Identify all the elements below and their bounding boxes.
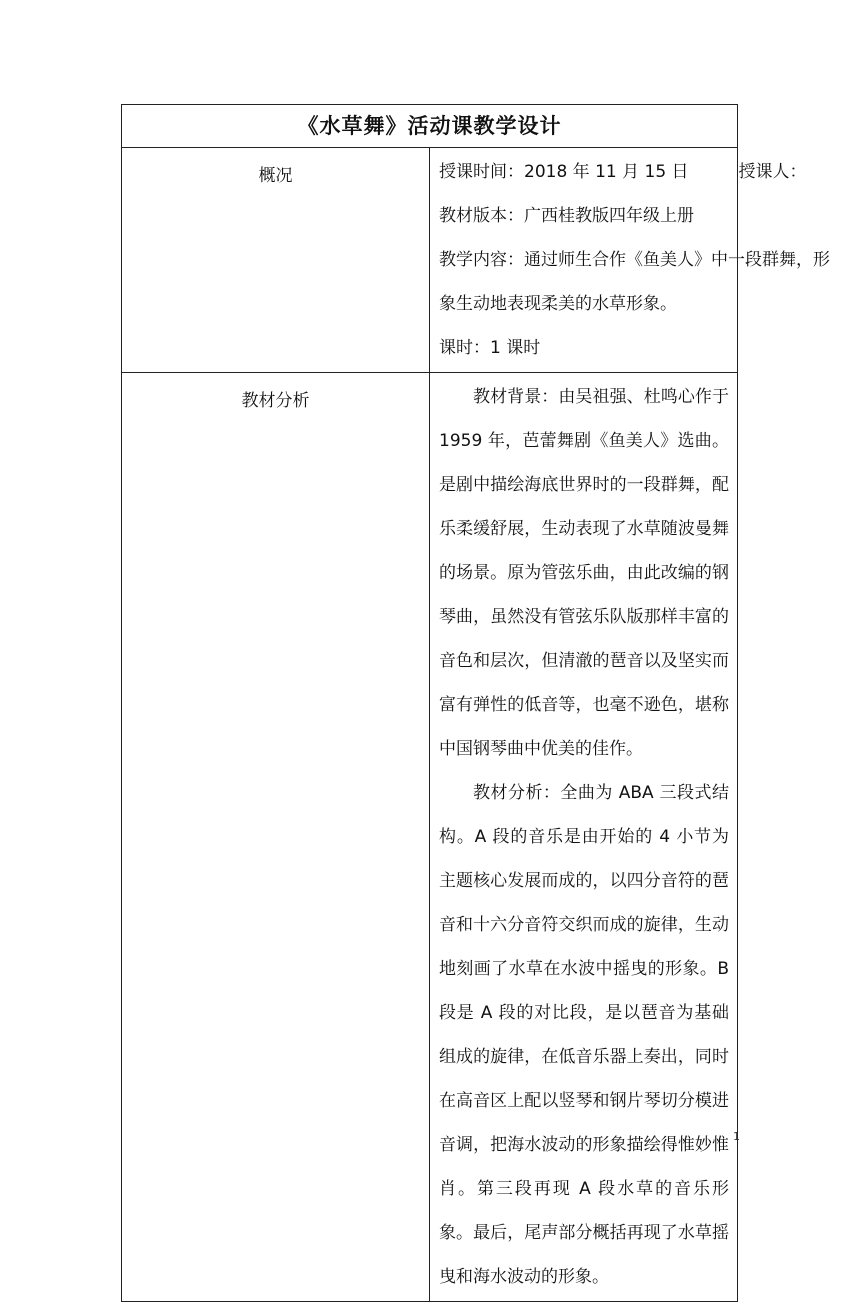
analysis-content <box>430 373 738 1302</box>
lesson-plan-table <box>121 104 830 1302</box>
overview-row <box>122 148 738 373</box>
teaching-content-line-2: 象生动地表现柔美的水草形象。 <box>439 294 677 314</box>
textbook-edition: 教材版本：广西桂教版四年级上册 <box>439 206 694 226</box>
title-row <box>122 105 738 148</box>
teaching-time-value: 2018 年 11 月 15 日 <box>524 162 689 182</box>
analysis-label: 教材分析 <box>122 373 430 1302</box>
teaching-content-line-1: 教学内容：通过师生合作《鱼美人》中一段群舞，形 <box>439 250 830 270</box>
analysis-row <box>122 373 738 1302</box>
page-number: 1 <box>733 1130 740 1143</box>
overview-content <box>430 148 830 373</box>
textbook-analysis-paragraph: 教材分析：全曲为 ABA 三段式结构。A 段的音乐是由开始的 4 小节为主题核心发展而成的，以四分音符的琶音和十六分音符交织而成的旋律，生动地刻画了水草在水波中摇曳的形象。B 段是 A 段的对比段，是以琶音为基础组成的旋律，在低音乐器上奏出，同时在高音区上配以竖琴和钢片琴切分模进音调，把海水波动的形象描绘得惟妙惟肖。第三段再现 A 段水草的音乐形象。最后，尾声部分概括再现了水草摇曳和海水波动的形象。 <box>439 783 729 1287</box>
teacher-label: 授课人： <box>738 162 807 182</box>
teaching-time-line <box>439 150 807 194</box>
document-title: 《水草舞》活动课教学设计 <box>122 105 738 148</box>
teaching-time-label: 授课时间： <box>439 162 524 182</box>
textbook-background-paragraph: 教材背景：由吴祖强、杜鸣心作于 1959 年，芭蕾舞剧《鱼美人》选曲。是剧中描绘海底世界时的一段群舞，配乐柔缓舒展，生动表现了水草随波曼舞的场景。原为管弦乐曲，由此改编的钢琴曲，虽然没有管弦乐队版那样丰富的音色和层次，但清澈的琶音以及坚实而富有弹性的低音等，也毫不逊色，堪称中国钢琴曲中优美的佳作。 <box>439 387 729 759</box>
overview-label: 概况 <box>122 148 430 373</box>
class-hours: 课时：1 课时 <box>439 338 541 358</box>
